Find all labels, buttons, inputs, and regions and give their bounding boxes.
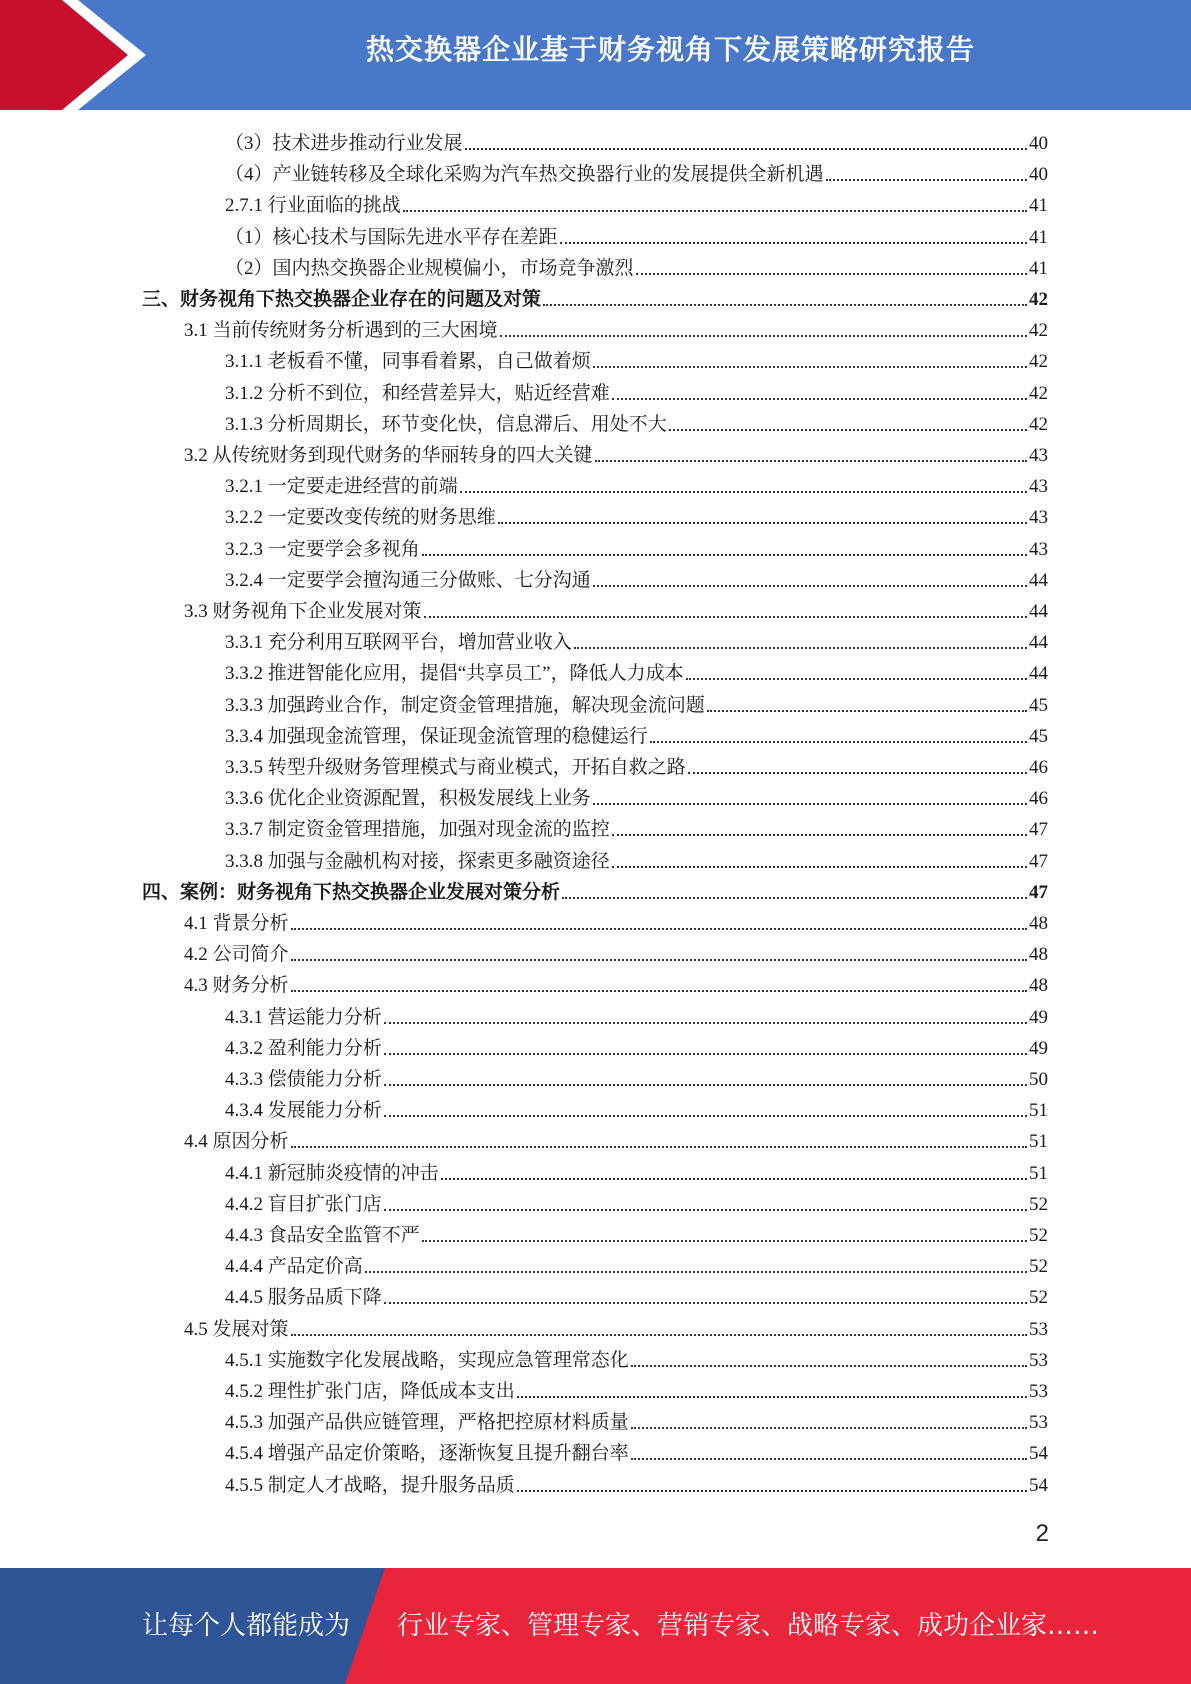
toc-entry-page: 53	[1029, 1381, 1048, 1402]
toc-entry-page: 42	[1029, 289, 1048, 310]
toc-entry-label: （4）产业链转移及全球化采购为汽车热交换器行业的发展提供全新机遇	[225, 164, 824, 185]
toc-entry-label: （2）国内热交换器企业规模偏小，市场竞争激烈	[225, 258, 634, 279]
toc-dot-leader	[384, 1084, 1027, 1086]
footer-slogan-left: 让每个人都能成为	[142, 1611, 351, 1641]
toc-entry[interactable]	[225, 1282, 1048, 1313]
toc-entry[interactable]	[225, 846, 1048, 877]
toc-entry-page: 46	[1029, 757, 1048, 778]
toc-entry-page: 41	[1029, 258, 1048, 279]
toc-entry[interactable]	[225, 814, 1048, 845]
toc-entry[interactable]	[225, 471, 1048, 502]
toc-entry-label: 4.5.4 增强产品定价策略，逐渐恢复且提升翻台率	[225, 1443, 629, 1464]
toc-entry-label: 3.3.6 优化企业资源配置，积极发展线上业务	[225, 788, 591, 809]
toc-entry-label: 3.3.4 加强现金流管理，保证现金流管理的稳健运行	[225, 726, 648, 747]
toc-dot-leader	[631, 1427, 1027, 1429]
toc-entry-page: 42	[1029, 414, 1048, 435]
toc-entry[interactable]	[225, 690, 1048, 721]
toc-entry[interactable]	[225, 1220, 1048, 1251]
toc-entry[interactable]	[184, 596, 1048, 627]
toc-entry-label: 4.5 发展对策	[184, 1319, 289, 1340]
toc-entry-page: 44	[1029, 663, 1048, 684]
toc-entry-page: 49	[1029, 1007, 1048, 1028]
toc-entry[interactable]	[142, 877, 1048, 908]
toc-entry-label: （1）核心技术与国际先进水平存在差距	[225, 227, 558, 248]
toc-entry-page: 52	[1029, 1287, 1048, 1308]
toc-dot-leader	[291, 928, 1027, 930]
page-header	[0, 0, 1191, 110]
toc-dot-leader	[422, 554, 1027, 556]
toc-entry-label: 3.1.1 老板看不懂，同事看着累，自己做着烦	[225, 351, 591, 372]
toc-entry[interactable]	[142, 284, 1048, 315]
toc-dot-leader	[384, 1209, 1027, 1211]
toc-entry-label: 3.2.1 一定要走进经营的前端	[225, 476, 458, 497]
toc-dot-leader	[291, 1146, 1027, 1148]
toc-entry[interactable]	[225, 658, 1048, 689]
toc-entry-page: 54	[1029, 1475, 1048, 1496]
toc-entry-label: 4.4.3 食品安全监管不严	[225, 1225, 420, 1246]
toc-entry-page: 54	[1029, 1443, 1048, 1464]
toc-entry-label: 4.3.3 偿债能力分析	[225, 1069, 382, 1090]
toc-entry[interactable]	[225, 159, 1048, 190]
toc-entry-page: 48	[1029, 944, 1048, 965]
toc-entry[interactable]	[184, 939, 1048, 970]
toc-entry-page: 53	[1029, 1350, 1048, 1371]
toc-entry-page: 47	[1029, 819, 1048, 840]
toc-dot-leader	[612, 866, 1027, 868]
toc-entry[interactable]	[225, 783, 1048, 814]
toc-dot-leader	[384, 1302, 1027, 1304]
toc-dot-leader	[631, 1365, 1027, 1367]
toc-entry-page: 43	[1029, 445, 1048, 466]
toc-dot-leader	[291, 959, 1027, 961]
toc-entry[interactable]	[225, 128, 1048, 159]
toc-dot-leader	[384, 1053, 1027, 1055]
toc-entry-page: 50	[1029, 1069, 1048, 1090]
toc-entry-label: 2.7.1 行业面临的挑战	[225, 195, 401, 216]
toc-entry-label: 3.3 财务视角下企业发展对策	[184, 601, 422, 622]
toc-entry-label: 4.4.2 盲目扩张门店	[225, 1194, 382, 1215]
toc-dot-leader	[365, 1271, 1027, 1273]
toc-dot-leader	[688, 772, 1027, 774]
toc-entry-label: 4.3.4 发展能力分析	[225, 1100, 382, 1121]
toc-entry[interactable]	[225, 1095, 1048, 1126]
toc-entry-page: 52	[1029, 1256, 1048, 1277]
toc-dot-leader	[465, 148, 1027, 150]
toc-entry-label: 4.4.4 产品定价高	[225, 1256, 363, 1277]
toc-entry-label: 3.2.4 一定要学会擅沟通三分做账、七分沟通	[225, 570, 591, 591]
toc-entry-label: 3.1.3 分析周期长，环节变化快，信息滞后、用处不大	[225, 414, 667, 435]
toc-entry-page: 45	[1029, 726, 1048, 747]
toc-entry-label: 4.5.1 实施数字化发展战略，实现应急管理常态化	[225, 1350, 629, 1371]
toc-entry-page: 49	[1029, 1038, 1048, 1059]
toc-entry-page: 44	[1029, 632, 1048, 653]
toc-entry-page: 53	[1029, 1412, 1048, 1433]
toc-entry-page: 51	[1029, 1131, 1048, 1152]
toc-entry[interactable]	[225, 627, 1048, 658]
toc-entry-label: 4.4.5 服务品质下降	[225, 1287, 382, 1308]
toc-entry[interactable]	[225, 378, 1048, 409]
toc-entry-label: 3.1.2 分析不到位，和经营差异大，贴近经营难	[225, 383, 610, 404]
toc-dot-leader	[612, 834, 1027, 836]
toc-entry-label: 3.2.2 一定要改变传统的财务思维	[225, 507, 496, 528]
toc-dot-leader	[384, 1022, 1027, 1024]
toc-dot-leader	[403, 210, 1027, 212]
toc-entry-label: 4.5.5 制定人才战略，提升服务品质	[225, 1475, 515, 1496]
toc-entry-label: 4.4 原因分析	[184, 1131, 289, 1152]
toc-entry[interactable]	[225, 409, 1048, 440]
toc-entry-page: 42	[1029, 383, 1048, 404]
toc-entry-label: 3.2 从传统财务到现代财务的华丽转身的四大关键	[184, 445, 593, 466]
toc-dot-leader	[517, 1396, 1027, 1398]
toc-dot-leader	[500, 335, 1027, 337]
toc-entry[interactable]	[184, 970, 1048, 1001]
toc-dot-leader	[593, 585, 1027, 587]
toc-entry-page: 44	[1029, 570, 1048, 591]
toc-dot-leader	[424, 616, 1027, 618]
toc-entry-page: 43	[1029, 507, 1048, 528]
toc-entry-label: 4.2 公司简介	[184, 944, 289, 965]
toc-entry-page: 48	[1029, 975, 1048, 996]
toc-dot-leader	[826, 179, 1027, 181]
toc-entry-label: 4.5.3 加强产品供应链管理，严格把控原材料质量	[225, 1412, 629, 1433]
toc-entry-label: 4.1 背景分析	[184, 913, 289, 934]
toc-entry-label: 3.3.3 加强跨业合作，制定资金管理措施，解决现金流问题	[225, 695, 705, 716]
toc-entry[interactable]	[225, 253, 1048, 284]
toc-entry-page: 52	[1029, 1194, 1048, 1215]
toc-entry[interactable]	[184, 1126, 1048, 1157]
toc-dot-leader	[560, 242, 1027, 244]
toc-entry-page: 52	[1029, 1225, 1048, 1246]
toc-entry[interactable]	[225, 1158, 1048, 1189]
toc-dot-leader	[636, 273, 1027, 275]
toc-dot-leader	[291, 1334, 1027, 1336]
toc-entry-page: 43	[1029, 539, 1048, 560]
toc-entry[interactable]	[225, 190, 1048, 221]
toc-entry[interactable]	[225, 1251, 1048, 1282]
toc-entry[interactable]	[225, 1407, 1048, 1438]
toc-dot-leader	[291, 990, 1027, 992]
toc-dot-leader	[543, 304, 1027, 306]
toc-entry[interactable]	[225, 502, 1048, 533]
toc-entry-page: 43	[1029, 476, 1048, 497]
toc-entry[interactable]	[225, 1470, 1048, 1501]
toc-dot-leader	[562, 897, 1027, 899]
toc-dot-leader	[574, 647, 1027, 649]
toc-entry-page: 47	[1029, 882, 1048, 903]
toc-entry-label: （3）技术进步推动行业发展	[225, 133, 463, 154]
toc-dot-leader	[422, 1240, 1027, 1242]
toc-dot-leader	[460, 491, 1027, 493]
toc-entry-page: 46	[1029, 788, 1048, 809]
toc-entry-label: 3.2.3 一定要学会多视角	[225, 539, 420, 560]
toc-entry-page: 45	[1029, 695, 1048, 716]
toc-entry[interactable]	[184, 315, 1048, 346]
toc-entry-page: 48	[1029, 913, 1048, 934]
toc-dot-leader	[686, 678, 1027, 680]
toc-dot-leader	[631, 1458, 1027, 1460]
toc-entry-label: 3.3.7 制定资金管理措施，加强对现金流的监控	[225, 819, 610, 840]
toc-entry-page: 41	[1029, 195, 1048, 216]
toc-entry-page: 53	[1029, 1319, 1048, 1340]
toc-entry[interactable]	[225, 565, 1048, 596]
toc-entry[interactable]	[225, 721, 1048, 752]
toc-entry-label: 3.3.1 充分利用互联网平台，增加营业收入	[225, 632, 572, 653]
toc-entry-label: 3.3.2 推进智能化应用，提倡“共享员工”，降低人力成本	[225, 663, 684, 684]
toc-entry[interactable]	[225, 1345, 1048, 1376]
toc-dot-leader	[669, 429, 1027, 431]
toc-dot-leader	[593, 803, 1027, 805]
toc-entry[interactable]	[225, 1189, 1048, 1220]
toc-entry-page: 42	[1029, 351, 1048, 372]
toc-entry[interactable]	[225, 1064, 1048, 1095]
footer-slogan-right: 行业专家、管理专家、营销专家、战略专家、成功企业家……	[397, 1611, 1100, 1641]
report-title: 热交换器企业基于财务视角下发展策略研究报告	[365, 33, 975, 66]
toc-entry-page: 51	[1029, 1100, 1048, 1121]
toc-entry-label: 4.4.1 新冠肺炎疫情的冲击	[225, 1163, 439, 1184]
page-number: 2	[1035, 1520, 1049, 1547]
toc-entry-label: 3.3.8 加强与金融机构对接，探索更多融资途径	[225, 851, 610, 872]
toc-entry-label: 3.3.5 转型升级财务管理模式与商业模式，开拓自救之路	[225, 757, 686, 778]
toc-entry-label: 4.5.2 理性扩张门店，降低成本支出	[225, 1381, 515, 1402]
toc-entry[interactable]	[225, 222, 1048, 253]
toc-entry[interactable]	[225, 1376, 1048, 1407]
toc-dot-leader	[517, 1490, 1027, 1492]
toc-entry-page: 51	[1029, 1163, 1048, 1184]
toc-entry-page: 42	[1029, 320, 1048, 341]
page-footer	[0, 1568, 1191, 1684]
toc-entry-page: 44	[1029, 601, 1048, 622]
toc-dot-leader	[595, 460, 1027, 462]
toc-entry-label: 3.1 当前传统财务分析遇到的三大困境	[184, 320, 498, 341]
toc-entry-page: 40	[1029, 133, 1048, 154]
toc-entry-label: 4.3.1 营运能力分析	[225, 1007, 382, 1028]
toc-entry[interactable]	[225, 346, 1048, 377]
toc-entry-label: 三、财务视角下热交换器企业存在的问题及对策	[142, 289, 542, 310]
toc-entry-page: 40	[1029, 164, 1048, 185]
toc-entry[interactable]	[225, 1033, 1048, 1064]
toc-entry[interactable]	[225, 752, 1048, 783]
toc-dot-leader	[650, 741, 1027, 743]
toc-entry[interactable]	[225, 1002, 1048, 1033]
toc-entry-label: 4.3 财务分析	[184, 975, 289, 996]
toc-entry[interactable]	[184, 908, 1048, 939]
toc-dot-leader	[384, 1115, 1027, 1117]
toc-entry[interactable]	[184, 440, 1048, 471]
toc-entry[interactable]	[184, 1314, 1048, 1345]
toc-dot-leader	[612, 398, 1027, 400]
toc-entry-page: 47	[1029, 851, 1048, 872]
toc-dot-leader	[498, 522, 1027, 524]
toc-entry[interactable]	[225, 534, 1048, 565]
toc-entry-label: 4.3.2 盈利能力分析	[225, 1038, 382, 1059]
toc-dot-leader	[441, 1178, 1027, 1180]
toc-dot-leader	[707, 710, 1027, 712]
toc-entry-label: 四、案例：财务视角下热交换器企业发展对策分析	[142, 882, 561, 903]
toc-entry[interactable]	[225, 1438, 1048, 1469]
toc-dot-leader	[593, 366, 1027, 368]
toc-entry-page: 41	[1029, 227, 1048, 248]
